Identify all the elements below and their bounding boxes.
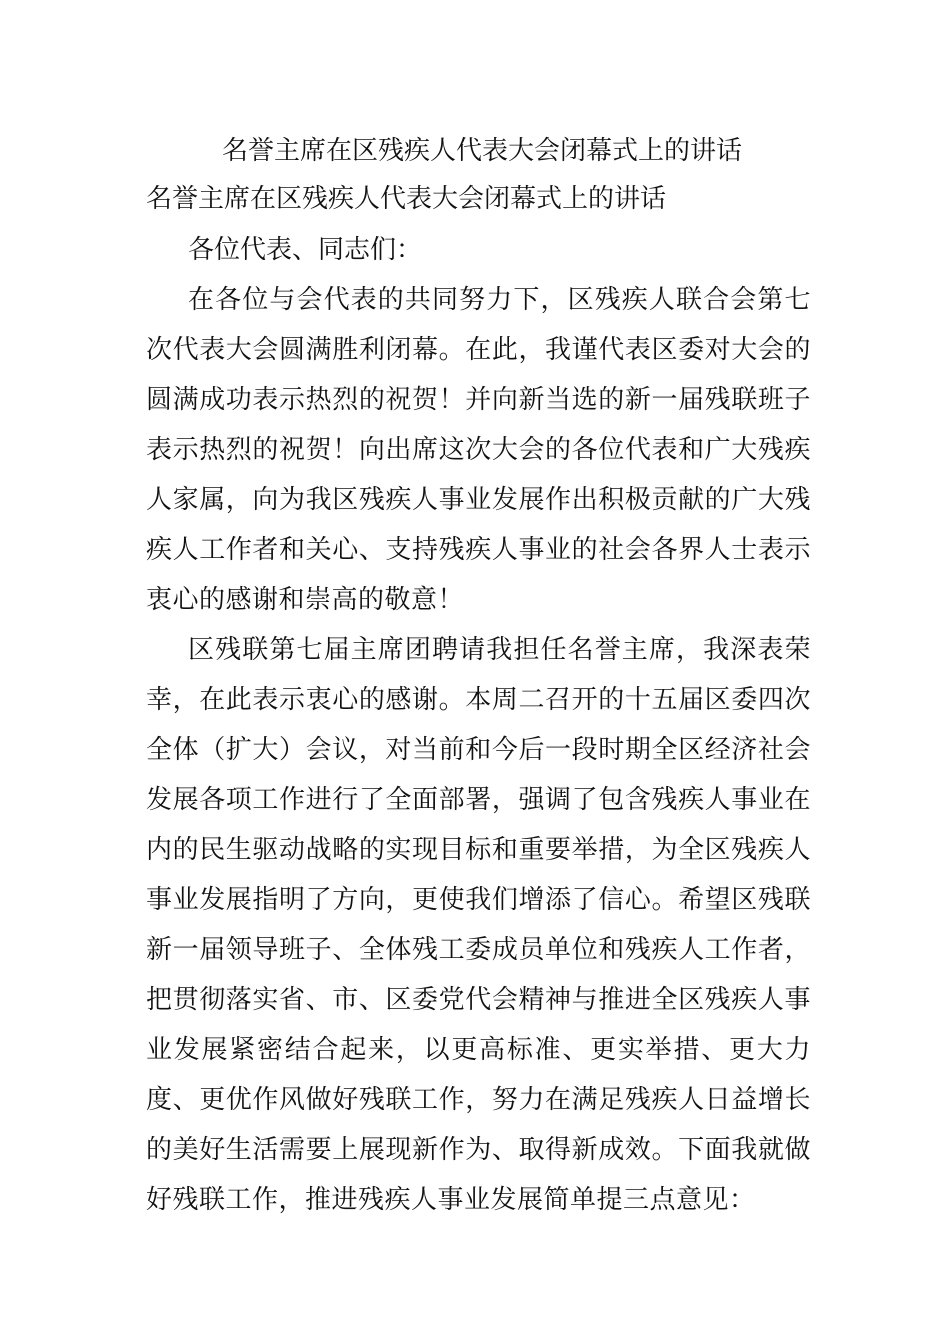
salutation: 各位代表、同志们： xyxy=(188,235,423,265)
document-body xyxy=(146,127,811,1225)
paragraph-1: 在各位与会代表的共同努力下，区残疾人联合会第七次代表大会圆满胜利闭幕。在此，我谨代表区委对大会的圆满成功表示热烈的祝贺！并向新当选的新一届残联班子表示热烈的祝贺！向出席这次大会的各位代表和广大残疾人家属，向为我区残疾人事业发展作出积极贡献的广大残疾人工作者和关心、支持残疾人事业的社会各界人士表示衷心的感谢和崇高的敬意！ xyxy=(146,285,811,615)
document-title: 名誉主席在区残疾人代表大会闭幕式上的讲话 xyxy=(222,136,743,166)
document-subtitle: 名誉主席在区残疾人代表大会闭幕式上的讲话 xyxy=(146,184,667,214)
paragraph-2: 区残联第七届主席团聘请我担任名誉主席，我深表荣幸，在此表示衷心的感谢。本周二召开的十五届区委四次全体（扩大）会议，对当前和今后一段时期全区经济社会发展各项工作进行了全面部署，强调了包含残疾人事业在内的民生驱动战略的实现目标和重要举措，为全区残疾人事业发展指明了方向，更使我们增添了信心。希望区残联新一届领导班子、全体残工委成员单位和残疾人工作者，把贯彻落实省、市、区委党代会精神与推进全区残疾人事业发展紧密结合起来，以更高标准、更实举措、更大力度、更优作风做好残联工作，努力在满足残疾人日益增长的美好生活需要上展现新作为、取得新成效。下面我就做好残联工作，推进残疾人事业发展简单提三点意见： xyxy=(146,635,811,1215)
